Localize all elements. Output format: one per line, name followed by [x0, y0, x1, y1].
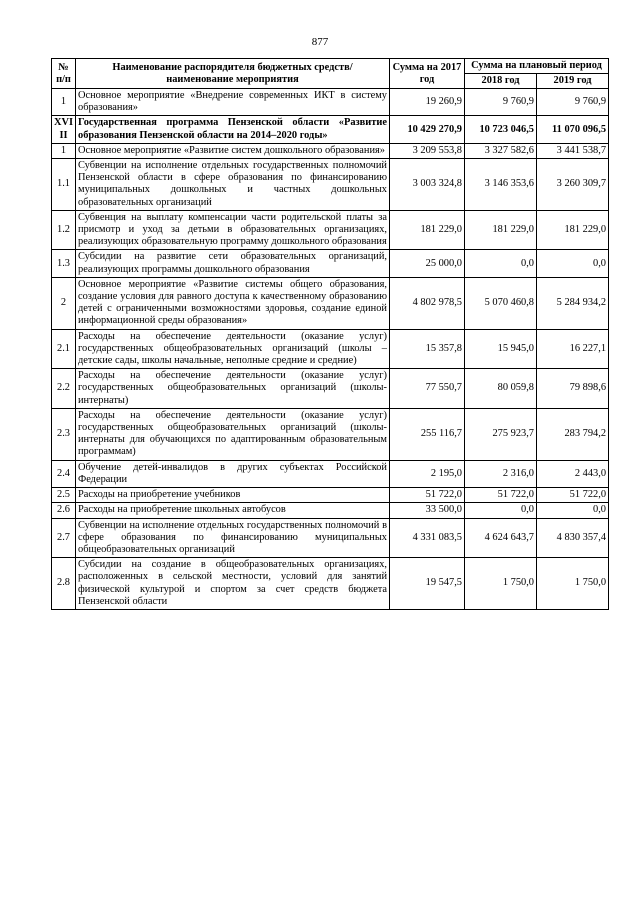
row-number: 2.7 [52, 518, 76, 558]
row-name: Субвенции на исполнение отдельных государственных полномочий в сфере образования по финансированию муниципальных общеобразовательных организаций [76, 518, 390, 558]
row-amount-2017: 77 550,7 [390, 369, 465, 409]
row-number: 1.2 [52, 210, 76, 250]
header-sum-2017: Сумма на 2017 год [390, 59, 465, 89]
row-name: Расходы на обеспечение деятельности (оказание услуг) государственных общеобразовательных организаций (школы-интернаты для обучающихся по адаптированным образовательным программам) [76, 408, 390, 460]
row-name: Субвенция на выплату компенсации части родительской платы за присмотр и уход за детьми в образовательных организациях, реализующих образовательную программу дошкольного образования [76, 210, 390, 250]
row-number: 1.3 [52, 250, 76, 277]
row-amount-2019: 51 722,0 [537, 488, 609, 503]
row-amount-2018: 0,0 [465, 250, 537, 277]
row-amount-2018: 51 722,0 [465, 488, 537, 503]
row-amount-2018: 0,0 [465, 503, 537, 518]
table-row [52, 159, 609, 211]
table-row [52, 89, 609, 116]
row-name: Основное мероприятие «Внедрение современных ИКТ в систему образования» [76, 89, 390, 116]
table-row [52, 116, 609, 143]
row-number: 1 [52, 89, 76, 116]
table-row [52, 369, 609, 409]
row-name: Расходы на обеспечение деятельности (оказание услуг) государственных общеобразовательных организаций (школы – детские сады, школы начальные, неполные средние и средние) [76, 329, 390, 369]
row-amount-2017: 4 331 083,5 [390, 518, 465, 558]
row-name: Субвенции на исполнение отдельных государственных полномочий Пензенской области в сфере образования по финансированию муниципальных дошкольных и частных дошкольных образовательных организаций [76, 159, 390, 211]
budget-table [51, 58, 609, 610]
table-row [52, 488, 609, 503]
row-amount-2017: 19 547,5 [390, 558, 465, 610]
row-name: Расходы на обеспечение деятельности (оказание услуг) государственных общеобразовательных организаций (школы-интернаты) [76, 369, 390, 409]
row-amount-2017: 51 722,0 [390, 488, 465, 503]
row-number: 2.8 [52, 558, 76, 610]
row-number: 2.5 [52, 488, 76, 503]
table-row [52, 250, 609, 277]
row-amount-2019: 0,0 [537, 503, 609, 518]
row-amount-2017: 3 003 324,8 [390, 159, 465, 211]
row-number: 2.4 [52, 460, 76, 487]
row-amount-2018: 1 750,0 [465, 558, 537, 610]
row-amount-2017: 4 802 978,5 [390, 277, 465, 329]
row-amount-2018: 10 723 046,5 [465, 116, 537, 143]
table-header [52, 59, 609, 89]
row-number: 2.6 [52, 503, 76, 518]
row-name: Расходы на приобретение учебников [76, 488, 390, 503]
row-number: 2.3 [52, 408, 76, 460]
row-name: Расходы на приобретение школьных автобусов [76, 503, 390, 518]
row-amount-2017: 10 429 270,9 [390, 116, 465, 143]
table-row [52, 460, 609, 487]
row-amount-2018: 4 624 643,7 [465, 518, 537, 558]
header-sum-plan: Сумма на плановый период [465, 59, 609, 74]
row-amount-2018: 3 146 353,6 [465, 159, 537, 211]
header-year-2019: 2019 год [537, 74, 609, 89]
row-amount-2018: 3 327 582,6 [465, 143, 537, 158]
row-amount-2017: 181 229,0 [390, 210, 465, 250]
table-row [52, 518, 609, 558]
row-amount-2017: 19 260,9 [390, 89, 465, 116]
row-name: Основное мероприятие «Развитие систем дошкольного образования» [76, 143, 390, 158]
row-number: 1.1 [52, 159, 76, 211]
row-number: 1 [52, 143, 76, 158]
row-amount-2019: 181 229,0 [537, 210, 609, 250]
header-name: Наименование распорядителя бюджетных средств/ наименование мероприятия [76, 59, 390, 89]
row-amount-2019: 1 750,0 [537, 558, 609, 610]
header-year-2018: 2018 год [465, 74, 537, 89]
table-row [52, 558, 609, 610]
row-number: 2 [52, 277, 76, 329]
row-amount-2017: 25 000,0 [390, 250, 465, 277]
row-amount-2019: 16 227,1 [537, 329, 609, 369]
row-amount-2018: 181 229,0 [465, 210, 537, 250]
row-amount-2019: 4 830 357,4 [537, 518, 609, 558]
row-amount-2019: 3 441 538,7 [537, 143, 609, 158]
row-amount-2018: 2 316,0 [465, 460, 537, 487]
row-amount-2017: 3 209 553,8 [390, 143, 465, 158]
row-number: 2.1 [52, 329, 76, 369]
table-row [52, 210, 609, 250]
row-amount-2018: 5 070 460,8 [465, 277, 537, 329]
row-amount-2017: 15 357,8 [390, 329, 465, 369]
row-amount-2017: 33 500,0 [390, 503, 465, 518]
row-amount-2019: 5 284 934,2 [537, 277, 609, 329]
row-amount-2019: 3 260 309,7 [537, 159, 609, 211]
header-num: № п/п [52, 59, 76, 89]
row-amount-2018: 275 923,7 [465, 408, 537, 460]
table-row [52, 143, 609, 158]
table-row [52, 277, 609, 329]
row-name: Субсидии на развитие сети образовательных организаций, реализующих программы дошкольного образования [76, 250, 390, 277]
row-amount-2017: 2 195,0 [390, 460, 465, 487]
row-amount-2018: 9 760,9 [465, 89, 537, 116]
row-amount-2018: 15 945,0 [465, 329, 537, 369]
row-amount-2019: 9 760,9 [537, 89, 609, 116]
table-row [52, 329, 609, 369]
row-amount-2018: 80 059,8 [465, 369, 537, 409]
row-amount-2019: 283 794,2 [537, 408, 609, 460]
row-amount-2019: 11 070 096,5 [537, 116, 609, 143]
row-amount-2017: 255 116,7 [390, 408, 465, 460]
row-name: Основное мероприятие «Развитие системы общего образования, создание условия для равного доступа к качественному образованию детей с ограниченными возможностями здоровья, создание единой информационной среды образования» [76, 277, 390, 329]
table-row [52, 503, 609, 518]
row-amount-2019: 79 898,6 [537, 369, 609, 409]
table-row [52, 408, 609, 460]
page-number: 877 [311, 36, 329, 48]
row-name: Государственная программа Пензенской области «Развитие образования Пензенской области на 2014–2020 годы» [76, 116, 390, 143]
row-name: Субсидии на создание в общеобразовательных организациях, расположенных в сельской местности, условий для занятий физической культурой и спортом за счет средств бюджета Пензенской области [76, 558, 390, 610]
row-number: 2.2 [52, 369, 76, 409]
row-number: XVI II [52, 116, 76, 143]
row-amount-2019: 2 443,0 [537, 460, 609, 487]
table-body [52, 89, 609, 610]
row-name: Обучение детей-инвалидов в других субъектах Российской Федерации [76, 460, 390, 487]
row-amount-2019: 0,0 [537, 250, 609, 277]
